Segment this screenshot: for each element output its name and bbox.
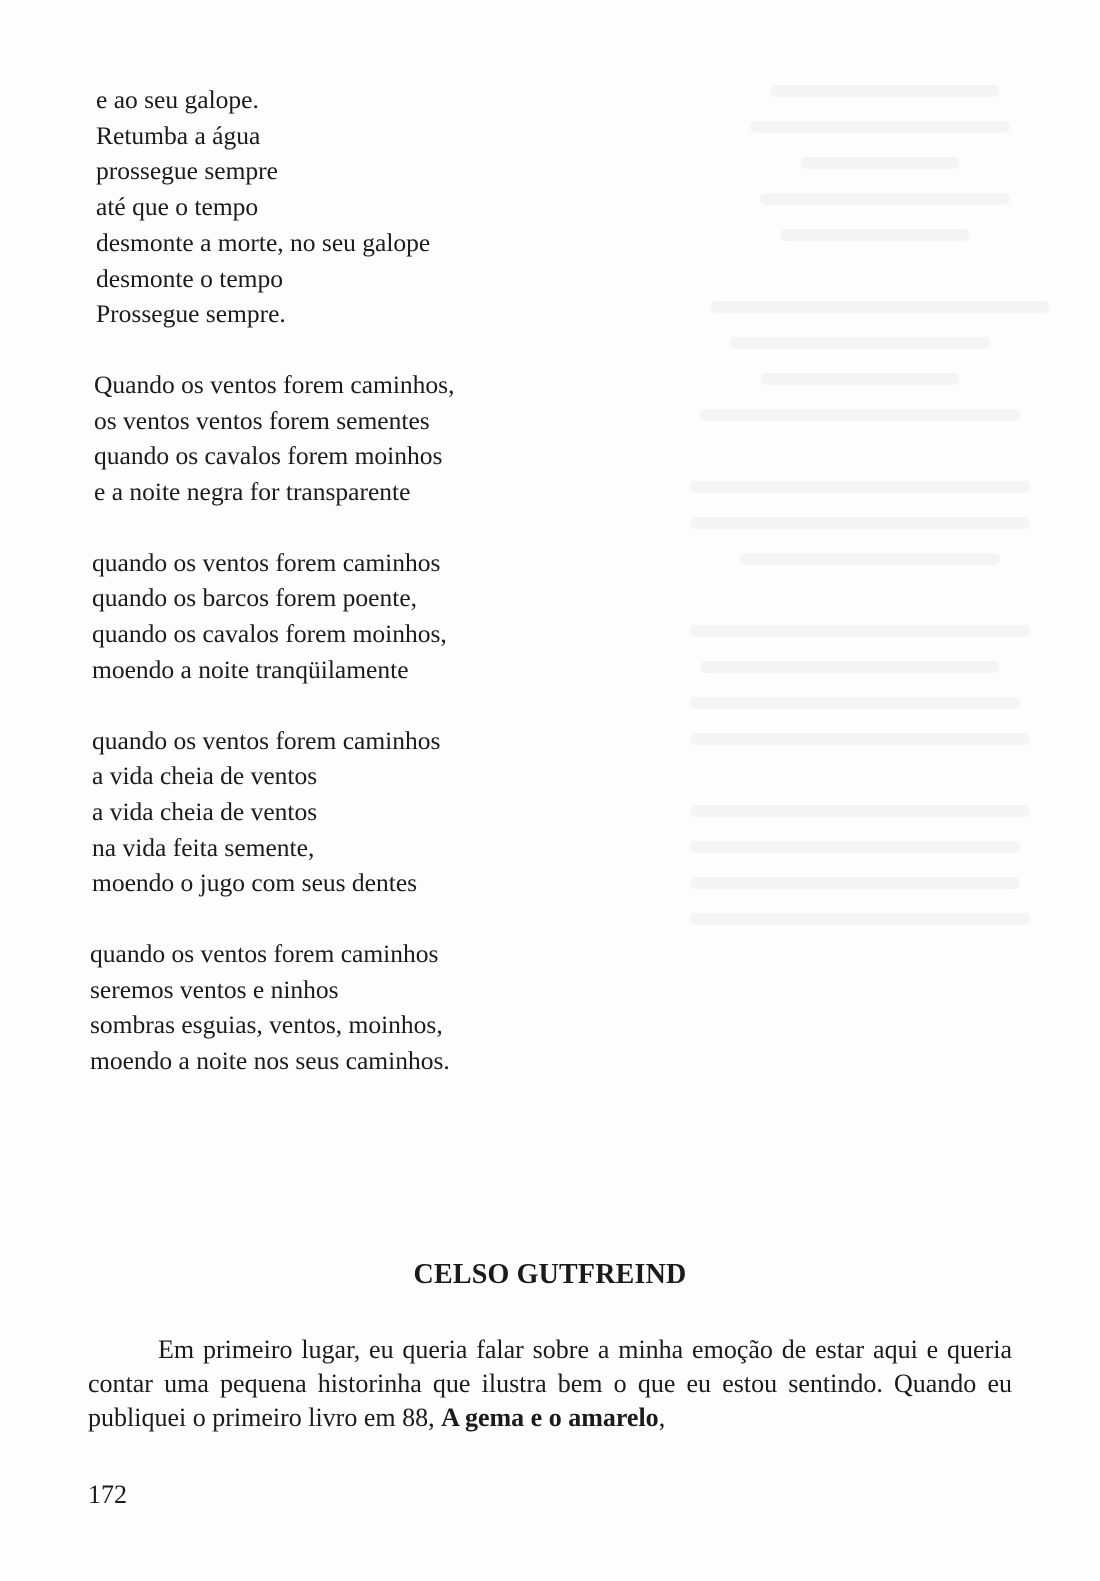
- show-through-line: [690, 877, 1020, 889]
- poem-line: desmonte o tempo: [96, 263, 283, 293]
- poem-stanza: [94, 367, 650, 510]
- poem-line: e ao seu galope.: [96, 85, 259, 114]
- poem-line: Prossegue sempre.: [96, 299, 286, 329]
- show-through-line: [770, 85, 1000, 97]
- poem: [90, 82, 650, 1114]
- show-through-line: [690, 841, 1020, 853]
- poem-line: prossegue sempre: [96, 156, 278, 186]
- show-through-line: [780, 229, 970, 241]
- poem-stanza: [96, 82, 650, 332]
- show-through-line: [800, 157, 960, 169]
- show-through-line: [700, 409, 1020, 421]
- section-heading: CELSO GUTFREIND: [413, 1259, 687, 1290]
- poem-line: moendo a noite tranqüilamente: [92, 654, 409, 684]
- poem-line: quando os cavalos forem moinhos,: [92, 619, 447, 649]
- show-through-line: [690, 625, 1030, 637]
- book-title: A gema e o amarelo: [441, 1403, 659, 1432]
- poem-stanza: [92, 723, 650, 902]
- poem-stanza: [90, 936, 650, 1079]
- show-through-line: [690, 805, 1030, 817]
- show-through-line: [760, 193, 1010, 205]
- poem-line: sombras esguias, ventos, moinhos,: [90, 1010, 443, 1040]
- poem-line: e a noite negra for transparente: [94, 477, 411, 507]
- poem-line: quando os ventos forem caminhos: [92, 725, 441, 755]
- poem-stanza: [92, 545, 650, 688]
- show-through-line: [690, 913, 1030, 925]
- poem-line: a vida cheia de ventos: [92, 761, 318, 791]
- poem-line: a vida cheia de ventos: [92, 796, 318, 826]
- poem-line: seremos ventos e ninhos: [90, 974, 339, 1004]
- poem-line: moendo a noite nos seus caminhos.: [90, 1046, 450, 1076]
- poem-line: quando os ventos forem caminhos: [92, 547, 441, 577]
- show-through-line: [730, 337, 990, 349]
- show-through-text: [690, 85, 1050, 985]
- poem-line: na vida feita semente,: [92, 832, 315, 862]
- page-number: 172: [88, 1480, 127, 1509]
- show-through-line: [710, 301, 1050, 313]
- poem-line: os ventos ventos forem sementes: [94, 405, 430, 435]
- prose-paragraph: [88, 1333, 1012, 1435]
- poem-line: moendo o jugo com seus dentes: [92, 868, 418, 898]
- show-through-line: [740, 553, 1000, 565]
- show-through-line: [760, 373, 960, 385]
- poem-line: Quando os ventos forem caminhos,: [94, 369, 455, 399]
- poem-line: quando os barcos forem poente,: [92, 583, 418, 613]
- show-through-line: [690, 697, 1020, 709]
- poem-line: quando os ventos forem caminhos: [90, 939, 439, 969]
- prose-text: Em primeiro lugar, eu queria falar sobre a minha emoção de estar aqui e queria contar uma pequena historinha que ilustra bem o que eu estou sentindo. Quando eu publiquei o primeiro livro em 88,: [88, 1335, 1012, 1432]
- show-through-line: [700, 661, 1000, 673]
- prose-trailing: ,: [658, 1403, 666, 1432]
- poem-line: desmonte a morte, no seu galope: [96, 227, 431, 257]
- show-through-line: [750, 121, 1010, 133]
- show-through-line: [690, 733, 1030, 745]
- show-through-line: [690, 481, 1030, 493]
- show-through-line: [690, 517, 1030, 529]
- poem-line: até que o tempo: [96, 192, 259, 222]
- poem-line: Retumba a água: [96, 120, 261, 150]
- poem-line: quando os cavalos forem moinhos: [94, 441, 443, 471]
